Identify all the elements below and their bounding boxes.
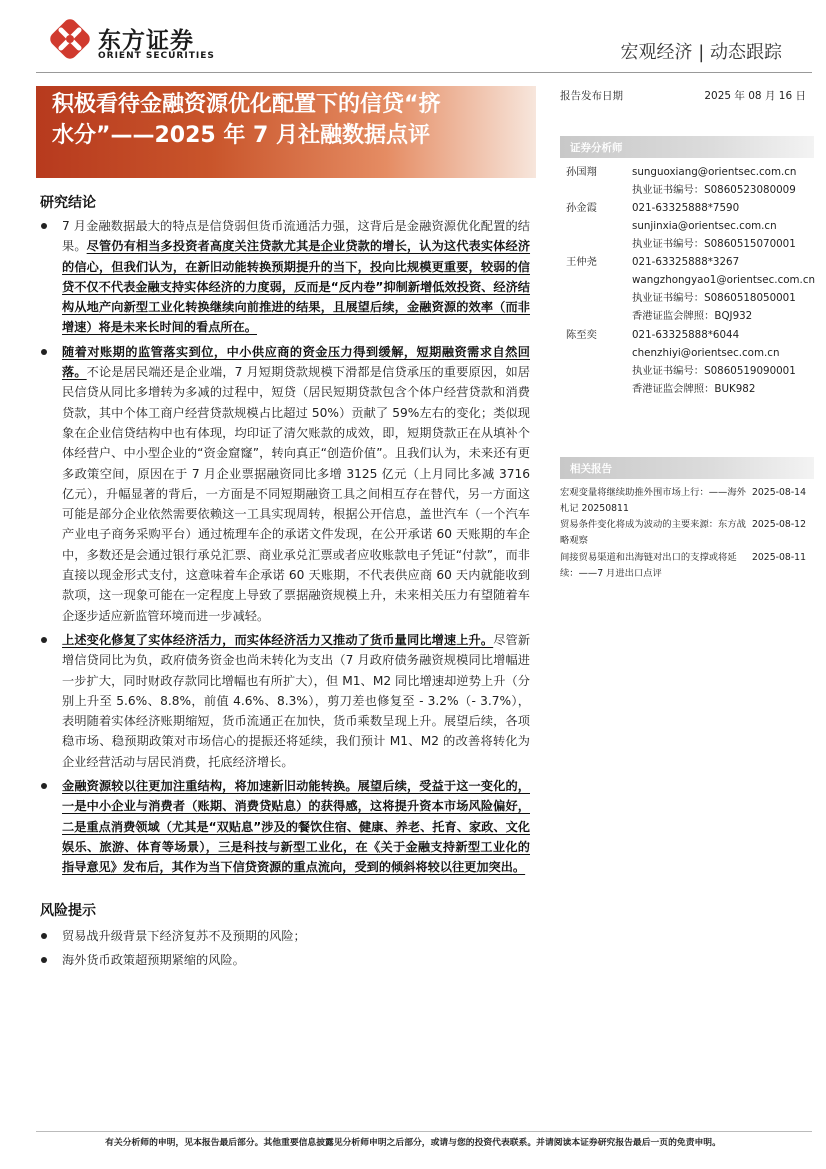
report-date-row: [560, 88, 806, 103]
related-report-title[interactable]: 间接贸易渠道和出海链对出口的支撑或将延续：——7 月进出口点评: [560, 552, 737, 579]
risk-heading: 风险提示: [40, 903, 96, 919]
related-reports-header: [560, 457, 814, 479]
conclusion-emphasis: 随着对账期的监管落实到位，中小供应商的资金压力得到缓解，短期融资需求自然回落。: [62, 344, 530, 380]
logo-chinese-name: 东方证券: [98, 28, 194, 54]
conclusion-rest: 尽管新增信贷同比为负，政府债务资金也尚未转化为支出（7 月政府债务融资规模同比增幅进一步扩大，同时财政存款同比增幅也有所扩大），但 M1、M2 同比增速却逆势上升（分别上升至 5.6%、8.8%，前值 4.6%、8.3%），剪刀差也修复至 - 3.2%（- 3.7%），表明随着实体经济账期缩短，货币流通正在加快，货币乘数呈现上升。展望后续，各项稳市场、稳预期政策对市场信心的提振还将延续，我们预计 M1、M2 的改善将转化为企业经营活动与居民消费，托底经济增长。: [62, 632, 531, 769]
analyst-email[interactable]: wangzhongyao1@orientsec.com.cn: [632, 274, 816, 286]
disclaimer-footer: 有关分析师的申明，见本报告最后部分。其他重要信息披露见分析师申明之后部分，或请与您的投资代表联系。并请阅读本证券研究报告最后一页的免责申明。: [105, 1138, 721, 1148]
page-header: [0, 0, 826, 70]
analyst-phone: 021-63325888*3267: [632, 256, 740, 268]
report-series-label: 宏观经济 | 动态跟踪: [620, 42, 782, 63]
analyst-phone: 021-63325888*6044: [632, 329, 740, 341]
report-date-value: 2025 年 08 月 16 日: [704, 90, 806, 102]
conclusion-item: [40, 630, 530, 772]
analyst-hk-license: 香港证监会牌照：BQJ932: [632, 310, 753, 322]
conclusion-item: [40, 216, 530, 338]
report-date-label: 报告发布日期: [560, 90, 623, 102]
orient-securities-logo-icon: [50, 19, 90, 59]
conclusion-item: [40, 342, 530, 626]
analyst-email[interactable]: sunguoxiang@orientsec.com.cn: [632, 166, 797, 178]
analysts-heading: 证券分析师: [570, 142, 623, 154]
risk-item: [40, 924, 530, 948]
analyst-hk-license: 香港证监会牌照：BUK982: [632, 383, 756, 395]
risk-item: [40, 948, 530, 972]
conclusion-emphasis: 尽管仍有相当多投资者高度关注贷款尤其是企业贷款的增长，认为这代表实体经济的信心，但我们认为，在新旧动能转换预期提升的当下，投向比规模更重要，较弱的信贷不仅不代表金融支持实体经济的力度弱，反而是“反内卷”抑制新增低效投资、经济结构从地产向新型工业化转换继续向前推进的结果，且展望后续，金融资源的效率（而非增速）将是未来长时间的看点所在。: [62, 239, 531, 335]
analyst-license: 执业证书编号：S0860523080009: [632, 184, 796, 196]
analyst-email[interactable]: chenzhiyi@orientsec.com.cn: [632, 347, 780, 359]
related-report-title[interactable]: 贸易条件变化将成为波动的主要来源：东方战略观察: [560, 519, 746, 546]
analyst-name: 孙金霞: [566, 202, 597, 214]
conclusion-lead: 7 月金融数据最大的特点是信贷弱但货币流通活力强，这背后是金融资源优化配置的结果。: [62, 219, 530, 254]
related-report-item[interactable]: [560, 517, 810, 549]
bullet-dot-icon: [41, 349, 47, 355]
related-report-item[interactable]: [560, 485, 810, 517]
header-divider: [36, 72, 812, 73]
conclusion-heading: 研究结论: [40, 195, 96, 211]
analyst-email[interactable]: sunjinxia@orientsec.com.cn: [632, 220, 777, 232]
conclusion-emphasis: 上述变化修复了实体经济活力，而实体经济活力又推动了货币量同比增速上升。: [62, 632, 494, 647]
risk-list: [40, 924, 530, 972]
analyst-name: 王仲尧: [566, 256, 597, 268]
related-report-date: 2025-08-12: [751, 519, 806, 530]
report-title-line1: 积极看待金融资源优化配置下的信贷“挤: [52, 92, 441, 117]
related-report-date: 2025-08-11: [751, 552, 806, 563]
bullet-dot-icon: [41, 957, 47, 963]
logo-english-name: ORIENT SECURITIES: [98, 51, 215, 61]
analyst-license: 执业证书编号：S0860515070001: [632, 238, 796, 250]
risk-item-text: 贸易战升级背景下经济复苏不及预期的风险；: [62, 929, 306, 943]
bullet-dot-icon: [41, 223, 47, 229]
bullet-dot-icon: [41, 783, 47, 789]
report-title: [52, 89, 522, 151]
analyst-license: 执业证书编号：S0860519090001: [632, 365, 796, 377]
related-report-title[interactable]: 宏观变量将继续助推外围市场上行：——海外札记 20250811: [560, 487, 746, 514]
analyst-license: 执业证书编号：S0860518050001: [632, 292, 796, 304]
related-report-item[interactable]: [560, 550, 810, 582]
conclusion-emphasis: 金融资源较以往更加注重结构，将加速新旧动能转换。展望后续，受益于这一变化的，一是中小企业与消费者（账期、消费贷贴息）的获得感，这将提升资本市场风险偏好，二是重点消费领域（尤其是“双贴息”涉及的餐饮住宿、健康、养老、托育、家政、文化娱乐、旅游、体育等场景），三是科技与新型工业化，在《关于金融支持新型工业化的指导意见》发布后，其作为当下信贷资源的重点流向，受到的倾斜将较以往更加突出。: [62, 779, 530, 875]
analyst-phone: 021-63325888*7590: [632, 202, 740, 214]
footer-divider: [36, 1131, 812, 1132]
related-reports-heading: 相关报告: [570, 463, 612, 475]
related-report-date: 2025-08-14: [751, 487, 806, 498]
conclusion-rest: 不论是居民端还是企业端，7 月短期贷款规模下滑都是信贷承压的重要原因，如居民信贷从同比多增转为多减的过程中，短贷（居民短期贷款包含个体户经营贷款和消费贷款，其中个体工商户经营贷款规模占比超过 50%）贡献了 59%左右的变化；类似现象在企业信贷结构中也有体现，均印证了清欠账款的成效，即，短期贷款正在从填补个体经营户、中小型企业的“资金窟窿”，转向真正“创造价值”。且我们认为，未来还有更多政策空间，原因在于 7 月企业票据融资同比多增 3125 亿元（上月同比多减 3716 亿元），升幅显著的背后，一方面是不同短期融资工具之间相互存在替代，另一方面这可能是部分企业依然需要依赖这一工具实现周转，根据公开信息，盖世汽车（一个汽车产业电子商务采购平台）通过梳理车企的承诺文件发现，在公开承诺 60 天账期的车企中，多数还是会通过银行承兑汇票、商业承兑汇票或者应收账款电子凭证“付款”，而非直接以现金形式支付，这意味着车企承诺 60 天账期，不代表供应商 60 天内就能收到款项，这一现象可能在一定程度上导致了票据融资规模上升，未来相关压力有望随着车企逐步适应新监管环境而进一步减轻。: [62, 365, 530, 623]
analyst-name: 陈至奕: [566, 329, 597, 341]
analyst-name: 孙国翔: [566, 166, 597, 178]
conclusion-list: [40, 216, 530, 878]
report-title-line2: 水分”——2025 年 7 月社融数据点评: [52, 123, 430, 148]
analysts-header: [560, 136, 814, 158]
bullet-dot-icon: [41, 933, 47, 939]
conclusion-item: [40, 776, 530, 877]
risk-item-text: 海外货币政策超预期紧缩的风险。: [62, 953, 245, 967]
bullet-dot-icon: [41, 637, 47, 643]
